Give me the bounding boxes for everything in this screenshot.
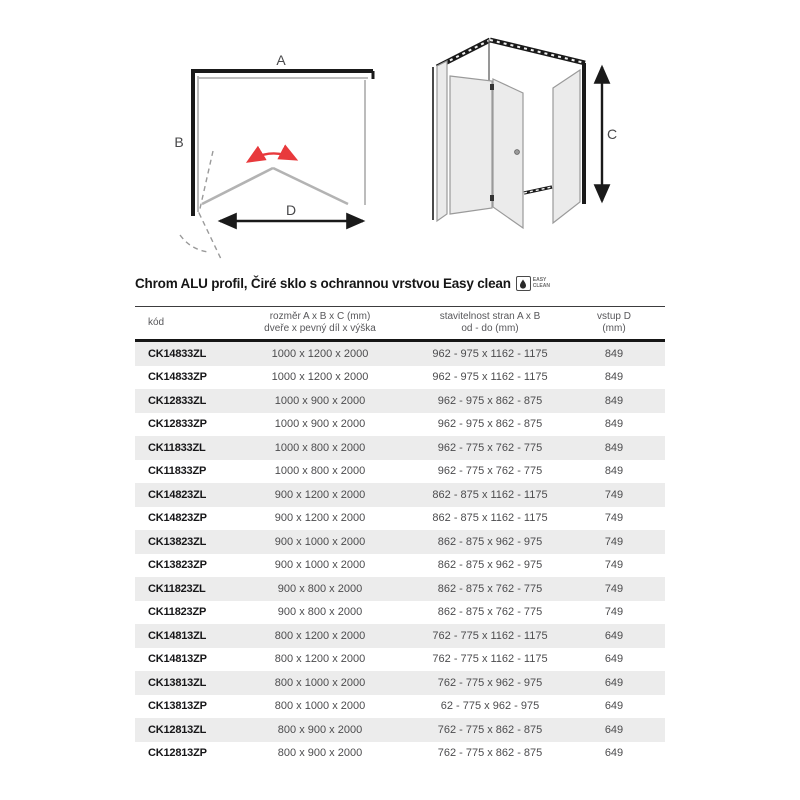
door-swing-arc [180,235,209,252]
product-code: CK14833ZP [148,371,207,384]
product-code: CK11833ZL [148,441,206,454]
adjust-range-value: 862 - 875 x 962 - 975 [437,559,543,572]
header-adjust-range-line2: od - do (mm) [461,323,519,334]
adjust-range-value: 862 - 875 x 1162 - 1175 [432,512,548,525]
badge-line1: EASY [532,277,547,283]
table-row [135,671,665,695]
adjust-range-value: 762 - 775 x 862 - 875 [437,723,543,736]
section-title-bar [135,276,695,291]
table-row [135,695,665,719]
table-row [135,577,665,601]
table-row [135,389,665,413]
fixed-glass-panel [450,76,492,214]
dimensions-value: 1000 x 900 x 2000 [274,394,366,407]
adjust-range-value: 862 - 875 x 762 - 775 [437,582,543,595]
badge-line2: CLEAN [532,282,550,289]
table-row [135,601,665,625]
adjust-range-value: 862 - 875 x 962 - 975 [437,535,543,548]
adjust-range-value: 962 - 975 x 862 - 875 [437,394,543,407]
door-swing-dash-upper [199,151,213,213]
entry-width-value: 749 [604,535,624,548]
perspective-drawing [425,18,630,254]
product-code: CK13813ZL [148,676,207,689]
entry-width-value: 849 [604,371,624,384]
dimension-b-label: B [174,134,184,150]
right-glass-panel [553,70,580,223]
table-row [135,530,665,554]
adjust-range-value: 962 - 775 x 762 - 775 [437,465,543,478]
dimensions-value: 1000 x 900 x 2000 [274,418,366,431]
entry-width-value: 649 [604,676,624,689]
dimensions-value: 900 x 1200 x 2000 [274,512,366,525]
table-row [135,507,665,531]
dimensions-value: 1000 x 800 x 2000 [274,441,366,454]
adjust-range-value: 962 - 975 x 1162 - 1175 [432,371,548,384]
entry-width-value: 649 [604,629,624,642]
dimensions-value: 900 x 1200 x 2000 [274,488,366,501]
adjust-range-value: 962 - 975 x 862 - 875 [437,418,543,431]
adjust-range-value: 62 - 775 x 962 - 975 [440,700,540,713]
entry-width-value: 849 [604,441,624,454]
easy-clean-badge-text [533,278,550,289]
header-dimensions-line1: rozměr A x B x C (mm) [269,311,371,322]
product-code: CK11823ZL [148,582,206,595]
dimensions-value: 1000 x 1200 x 2000 [271,371,369,384]
adjust-range-value: 762 - 775 x 1162 - 1175 [432,653,548,666]
table-row [135,341,665,366]
header-entry-width [585,307,665,341]
table-row [135,483,665,507]
dimensions-value: 900 x 1000 x 2000 [274,559,366,572]
entry-width-value: 849 [604,347,624,360]
table-row [135,742,665,766]
table-row [135,624,665,648]
product-code: CK12813ZL [148,723,207,736]
product-code: CK12813ZP [148,747,207,760]
water-drop-icon [516,276,531,291]
dimensions-value: 800 x 1200 x 2000 [274,653,366,666]
adjust-range-value: 762 - 775 x 1162 - 1175 [432,629,548,642]
dimensions-value: 1000 x 800 x 2000 [274,465,366,478]
product-code: CK14833ZL [148,347,207,360]
door-swing-dash-lower [199,213,221,259]
fold-door-right-leaf [273,168,348,204]
adjust-range-value: 962 - 775 x 762 - 775 [437,441,543,454]
hinge-top-icon [490,84,494,90]
product-code: CK13823ZL [148,535,207,548]
spec-table [135,306,665,765]
product-code: CK14813ZP [148,653,207,666]
table-row [135,460,665,484]
dimensions-value: 800 x 1000 x 2000 [274,676,366,689]
header-entry-width-line1: vstup D [597,311,631,322]
entry-width-value: 849 [604,394,624,407]
dimensions-value: 800 x 900 x 2000 [277,747,363,760]
product-code: CK14813ZL [148,629,207,642]
product-code: CK11823ZP [148,606,207,619]
entry-width-value: 749 [604,512,624,525]
fold-door-left-leaf [202,168,273,204]
spec-table-header [135,307,665,341]
product-code: CK13823ZP [148,559,207,572]
header-adjust-range [395,307,585,341]
dimension-d-label: D [285,202,297,218]
door-handle-icon [515,150,520,155]
entry-width-value: 649 [604,747,624,760]
table-row [135,436,665,460]
dimensions-value: 900 x 800 x 2000 [277,582,363,595]
dimensions-value: 800 x 1200 x 2000 [274,629,366,642]
dimensions-value: 900 x 1000 x 2000 [274,535,366,548]
product-code: CK12833ZL [148,394,207,407]
entry-width-value: 649 [604,653,624,666]
swing-direction-arrow-icon [249,153,295,161]
entry-width-value: 849 [604,418,624,431]
header-entry-width-line2: (mm) [602,323,626,334]
dimensions-value: 1000 x 1200 x 2000 [271,347,369,360]
dimensions-value: 800 x 900 x 2000 [277,723,363,736]
dimension-a-label: A [276,52,286,68]
header-dimensions-line2: dveře x pevný díl x výška [264,323,376,334]
entry-width-value: 749 [604,606,624,619]
table-row [135,648,665,672]
product-code: CK14823ZP [148,512,207,525]
table-row [135,554,665,578]
dimensions-value: 900 x 800 x 2000 [277,606,363,619]
dimension-c-label: C [607,126,618,142]
table-row [135,718,665,742]
entry-width-value: 749 [604,559,624,572]
adjust-range-value: 762 - 775 x 862 - 875 [437,747,543,760]
page-title: Chrom ALU profil, Čiré sklo s ochrannou vrstvou Easy clean [135,276,511,291]
product-code: CK13813ZP [148,700,207,713]
adjust-range-value: 862 - 875 x 1162 - 1175 [432,488,548,501]
table-row [135,366,665,390]
product-code: CK11833ZP [148,465,207,478]
entry-width-value: 649 [604,723,624,736]
entry-width-value: 749 [604,488,624,501]
adjust-range-value: 762 - 775 x 962 - 975 [437,676,543,689]
entry-width-value: 749 [604,582,624,595]
perspective-diagram [425,18,630,254]
table-row [135,413,665,437]
top-view-drawing [150,35,410,267]
header-dimensions [245,307,395,341]
hinge-bottom-icon [490,195,494,201]
header-adjust-range-line1: stavitelnost stran A x B [439,311,541,322]
dimensions-value: 800 x 1000 x 2000 [274,700,366,713]
easy-clean-badge [516,276,550,291]
table-body [135,341,665,766]
top-view-diagram [150,35,410,267]
header-code: kód [148,317,165,328]
entry-width-value: 649 [604,700,624,713]
entry-width-value: 849 [604,465,624,478]
product-code: CK12833ZP [148,418,207,431]
adjust-range-value: 962 - 975 x 1162 - 1175 [432,347,548,360]
product-code: CK14823ZL [148,488,207,501]
adjust-range-value: 862 - 875 x 762 - 775 [437,606,543,619]
left-side-glass [437,61,447,221]
